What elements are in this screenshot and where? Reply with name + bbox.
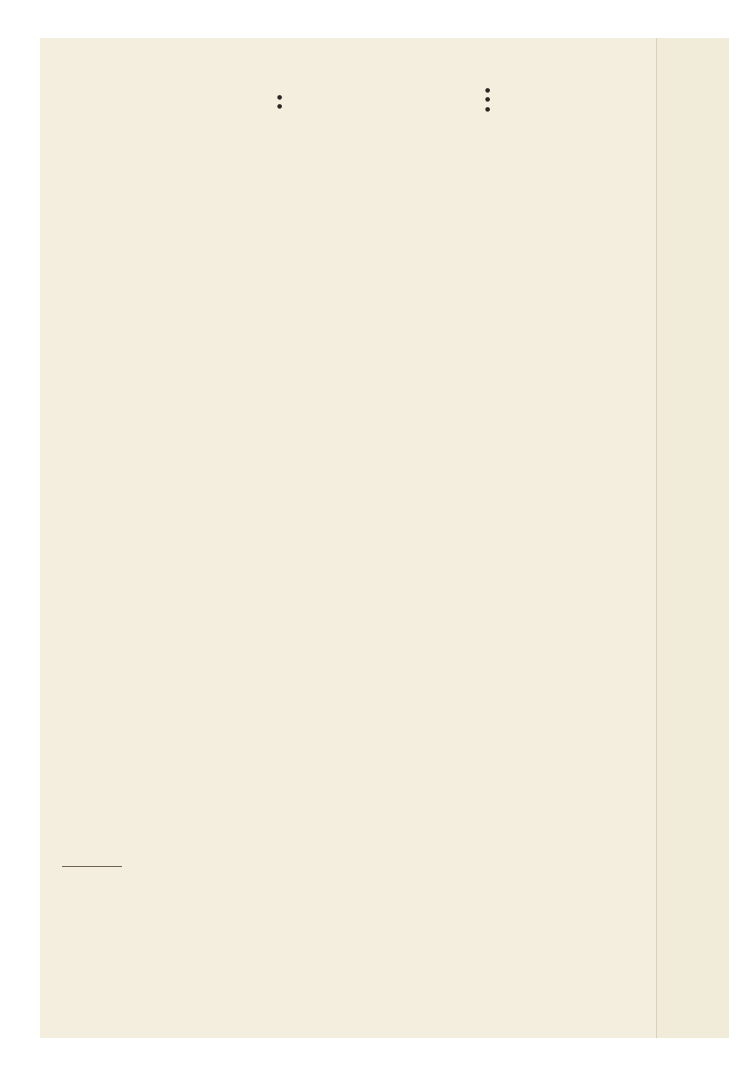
footnote-rule	[62, 866, 122, 867]
bullet-paragraph	[477, 105, 673, 114]
magazine-page	[40, 38, 722, 1038]
bullet-paragraph	[477, 86, 673, 95]
text-column-3	[477, 86, 673, 114]
text-column-2	[269, 86, 465, 112]
next-page-edge	[656, 38, 729, 1038]
footnotes	[62, 866, 258, 871]
bullet-paragraph	[269, 93, 465, 102]
bullet-paragraph	[269, 102, 465, 111]
bullet-paragraph	[477, 95, 673, 104]
text-column-1	[62, 86, 258, 93]
